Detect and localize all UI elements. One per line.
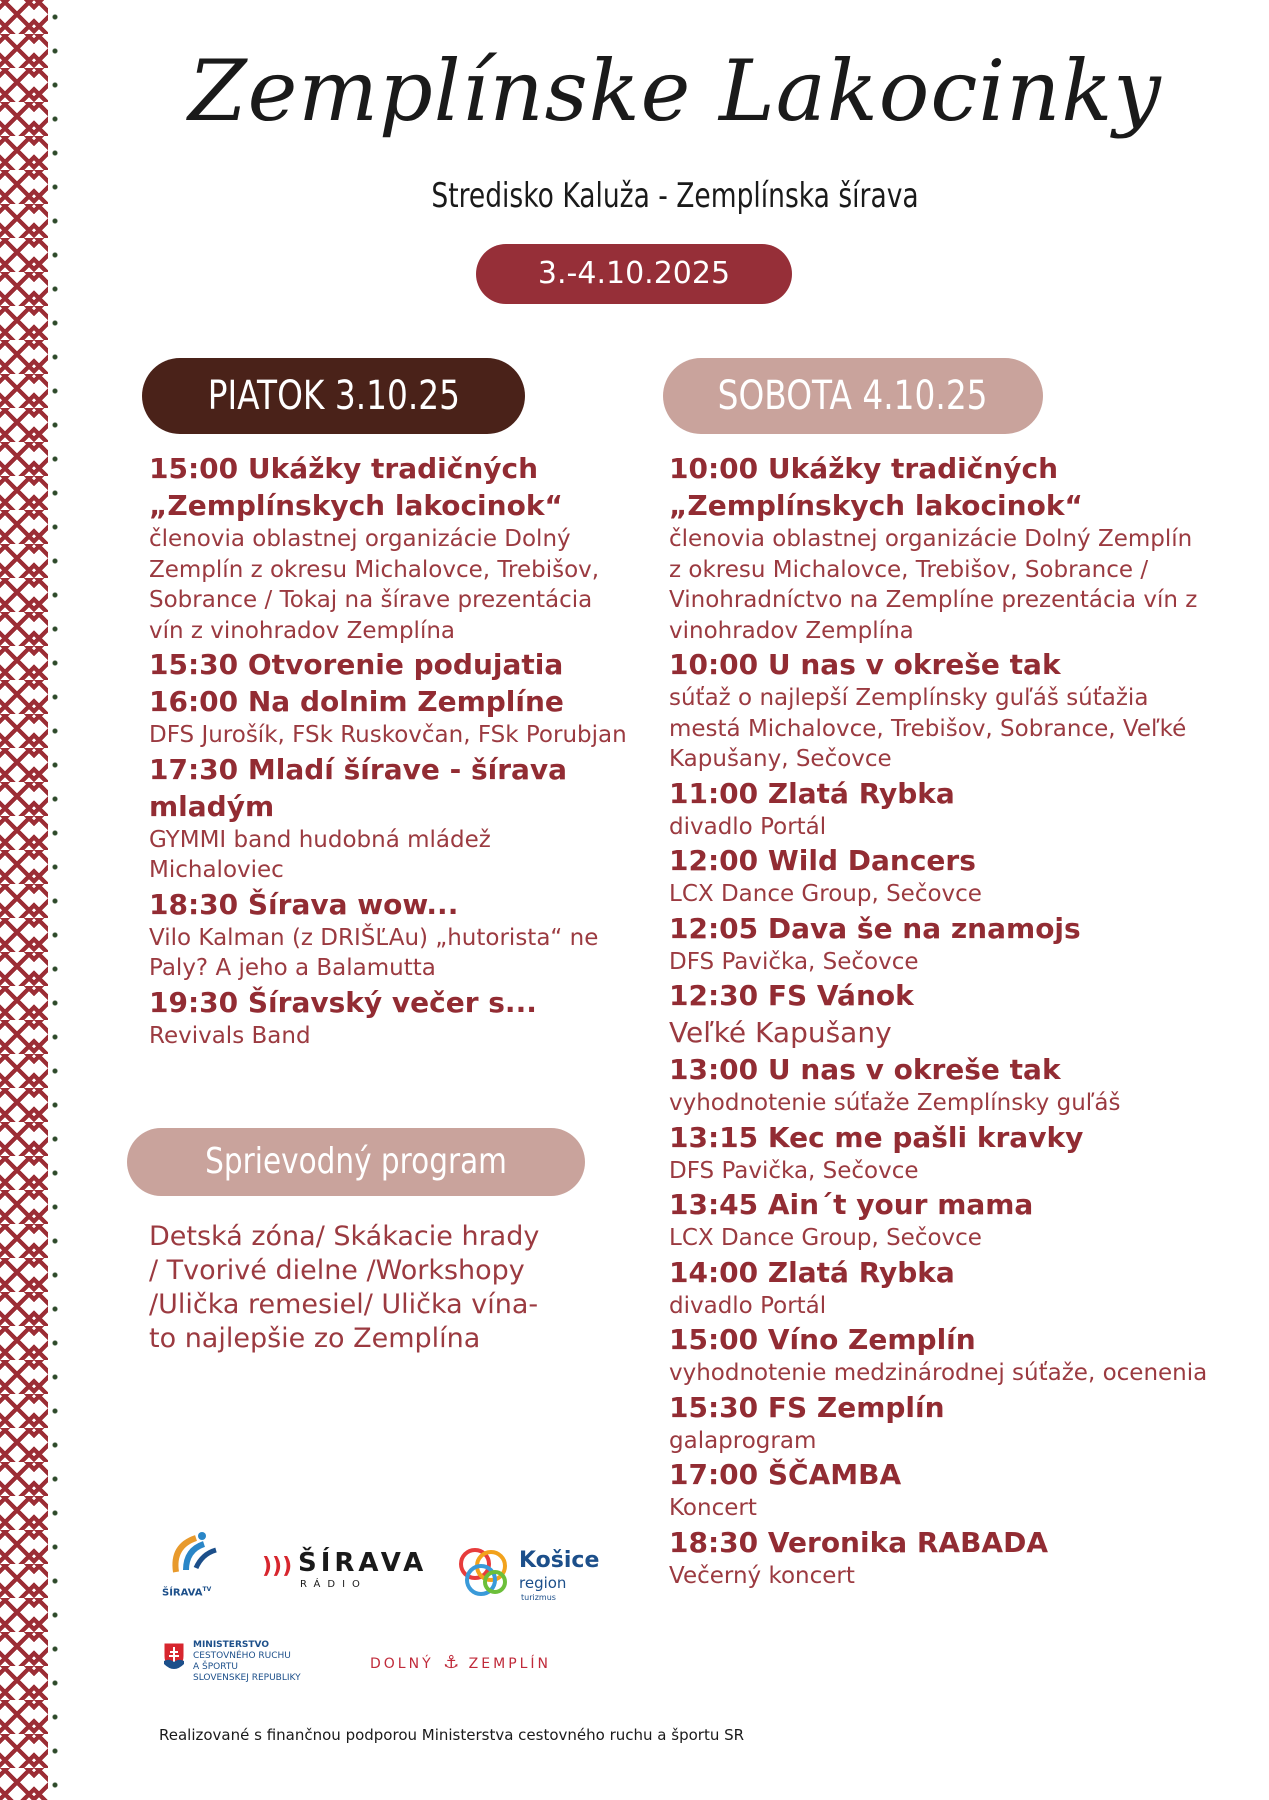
event-title: 11:00 Zlatá Rybka — [669, 776, 955, 810]
event-title: 15:30 FS Zemplín — [669, 1390, 945, 1424]
poster-title: Zemplínske Lakocinky — [188, 42, 1162, 140]
sirava-tv-logo — [162, 1528, 242, 1600]
event-desc: členovia oblastnej organizácie Dolný Zemplín z okresu Michalovce, Trebišov, Sobrance / Vinohradníctvo na Zemplíne prezentácia vín z vinohradov Zemplína — [669, 526, 1198, 644]
event-desc: divadlo Portál — [669, 813, 827, 840]
kosice-sub: turizmus — [521, 1593, 556, 1602]
program-item — [149, 646, 629, 683]
event-title: 15:00 Víno Zemplín — [669, 1323, 976, 1356]
program-item — [669, 1254, 1209, 1322]
program-item — [149, 683, 629, 751]
event-title: 16:00 Na dolnim Zemplíne — [149, 685, 564, 718]
radio-waves-icon: ))) — [262, 1554, 293, 1579]
sirava-tv-name: ŠÍRAVA — [162, 1587, 203, 1599]
sirava-tv-emblem — [162, 1528, 232, 1580]
dolny-text: DOLNÝ — [370, 1656, 434, 1672]
kosice-region: region — [519, 1574, 567, 1592]
friday-program — [149, 450, 629, 1051]
event-title: 18:30 Veronika RABADA — [669, 1525, 1048, 1559]
saturday-program — [669, 450, 1209, 1591]
program-item — [669, 1389, 1209, 1457]
event-desc: Večerný koncert — [669, 1562, 855, 1589]
program-item — [669, 977, 1209, 1051]
ministry-line-1: MINISTERSTVO — [193, 1640, 269, 1650]
event-desc: DFS Jurošík, FSk Ruskovčan, FSk Porubjan — [149, 722, 627, 748]
poster-subtitle: Stredisko Kaluža - Zemplínska šírava — [431, 176, 919, 216]
event-title: 13:15 Kec me pašli kravky — [669, 1120, 1084, 1154]
event-title: 17:00 ŠČAMBA — [669, 1458, 902, 1491]
zemplin-text: ZEMPLÍN — [468, 1656, 552, 1672]
event-desc: Veľké Kapušany — [669, 1016, 892, 1049]
event-desc: DFS Pavička, Sečovce — [669, 948, 919, 975]
event-title: 13:00 U nas v okreše tak — [669, 1053, 1061, 1086]
folk-pattern-dots — [48, 0, 62, 1800]
event-title: 10:00 U nas v okreše tak — [669, 648, 1061, 681]
program-item — [669, 1186, 1209, 1254]
event-desc: Vilo Kalman (z DRIŠĽAu) „hutorista“ ne Paly? A jeho a Balamutta — [149, 924, 599, 981]
ministry-line-4: SLOVENSKEJ REPUBLIKY — [193, 1673, 301, 1683]
event-title: 10:00 Ukážky tradičných „Zemplínskych lakocinok“ — [669, 452, 1083, 522]
dolny-zemplin-logo — [370, 1652, 570, 1682]
program-item — [669, 910, 1209, 978]
event-title: 15:00 Ukážky tradičných „Zemplínskych lakocinok“ — [149, 452, 563, 522]
event-desc: LCX Dance Group, Sečovce — [669, 1225, 982, 1251]
ministry-logo — [163, 1640, 343, 1696]
event-title: 18:30 Šírava wow... — [149, 887, 459, 921]
companion-header — [127, 1128, 585, 1196]
event-title: 14:00 Zlatá Rybka — [669, 1255, 955, 1289]
program-item — [149, 886, 629, 984]
event-title: 12:30 FS Vánok — [669, 979, 914, 1012]
companion-label: Sprievodný program — [205, 1141, 507, 1182]
event-desc: GYMMI band hudobná mládež Michaloviec — [149, 826, 491, 883]
sirava-radio-name: ŠÍRAVA — [298, 1548, 428, 1578]
date-badge: 3.-4.10.2025 — [476, 244, 792, 304]
event-title: 19:30 Šíravský večer s... — [149, 985, 537, 1019]
program-item — [149, 751, 629, 886]
program-item — [669, 842, 1209, 910]
event-title: 13:45 Ain´t your mama — [669, 1188, 1034, 1221]
saturday-header — [663, 358, 1043, 434]
saturday-label: SOBOTA 4.10.25 — [718, 373, 988, 419]
event-title: 15:30 Otvorenie podujatia — [149, 648, 564, 681]
kosice-name: Košice — [519, 1548, 600, 1573]
funding-note: Realizované s finančnou podporou Ministerstva cestovného ruchu a športu SR — [159, 1726, 745, 1744]
sirava-radio-sub: RÁDIO — [300, 1579, 367, 1590]
ministry-line-2: CESTOVNÉHO RUCHU — [193, 1651, 291, 1661]
kosice-region-emblem — [455, 1544, 513, 1602]
friday-header — [142, 358, 525, 434]
event-desc: vyhodnotenie medzinárodnej súťaže, ocenenia — [669, 1360, 1208, 1386]
program-item — [669, 646, 1209, 775]
program-item — [149, 450, 629, 646]
event-desc: galaprogram — [669, 1427, 817, 1454]
event-desc: LCX Dance Group, Sečovce — [669, 881, 982, 907]
program-item — [669, 1524, 1209, 1592]
anchor-icon: ⚓ — [443, 1652, 460, 1673]
friday-label: PIATOK 3.10.25 — [207, 373, 460, 419]
event-desc: vyhodnotenie súťaže Zemplínsky guľáš — [669, 1090, 1121, 1116]
sirava-tv-sup: TV — [202, 1586, 212, 1593]
program-item — [669, 1119, 1209, 1187]
event-desc: Koncert — [669, 1495, 757, 1521]
event-title: 12:00 Wild Dancers — [669, 844, 976, 877]
event-desc: členovia oblastnej organizácie Dolný Zemplín z okresu Michalovce, Trebišov, Sobrance / Tokaj na šírave prezentácia vín z vinohradov Zemplína — [149, 526, 600, 644]
program-item — [669, 1321, 1209, 1389]
event-title: 12:05 Dava še na znamojs — [669, 911, 1081, 945]
ministry-line-3: A ŠPORTU — [193, 1662, 238, 1672]
event-desc: divadlo Portál — [669, 1292, 827, 1319]
companion-text: Detská zóna/ Skákacie hrady / Tvorivé dielne /Workshopy /Ulička remesiel/ Ulička vína- to najlepšie zo Zemplína — [149, 1221, 540, 1354]
program-item — [669, 1456, 1209, 1524]
program-item — [669, 450, 1209, 646]
program-item — [669, 775, 1209, 843]
sirava-radio-logo — [262, 1548, 432, 1598]
kosice-region-logo — [455, 1544, 605, 1608]
program-item — [149, 984, 629, 1052]
program-item — [669, 1051, 1209, 1119]
slovak-coat-of-arms-icon — [163, 1642, 185, 1670]
event-desc: Revivals Band — [149, 1022, 311, 1049]
event-desc: súťaž o najlepší Zemplínsky guľáš súťažia mestá Michalovce, Trebišov, Sobrance, Veľké Kapušany, Sečovce — [669, 685, 1187, 772]
event-title: 17:30 Mladí šírave - šírava mladým — [149, 752, 568, 823]
event-desc: DFS Pavička, Sečovce — [669, 1157, 919, 1184]
